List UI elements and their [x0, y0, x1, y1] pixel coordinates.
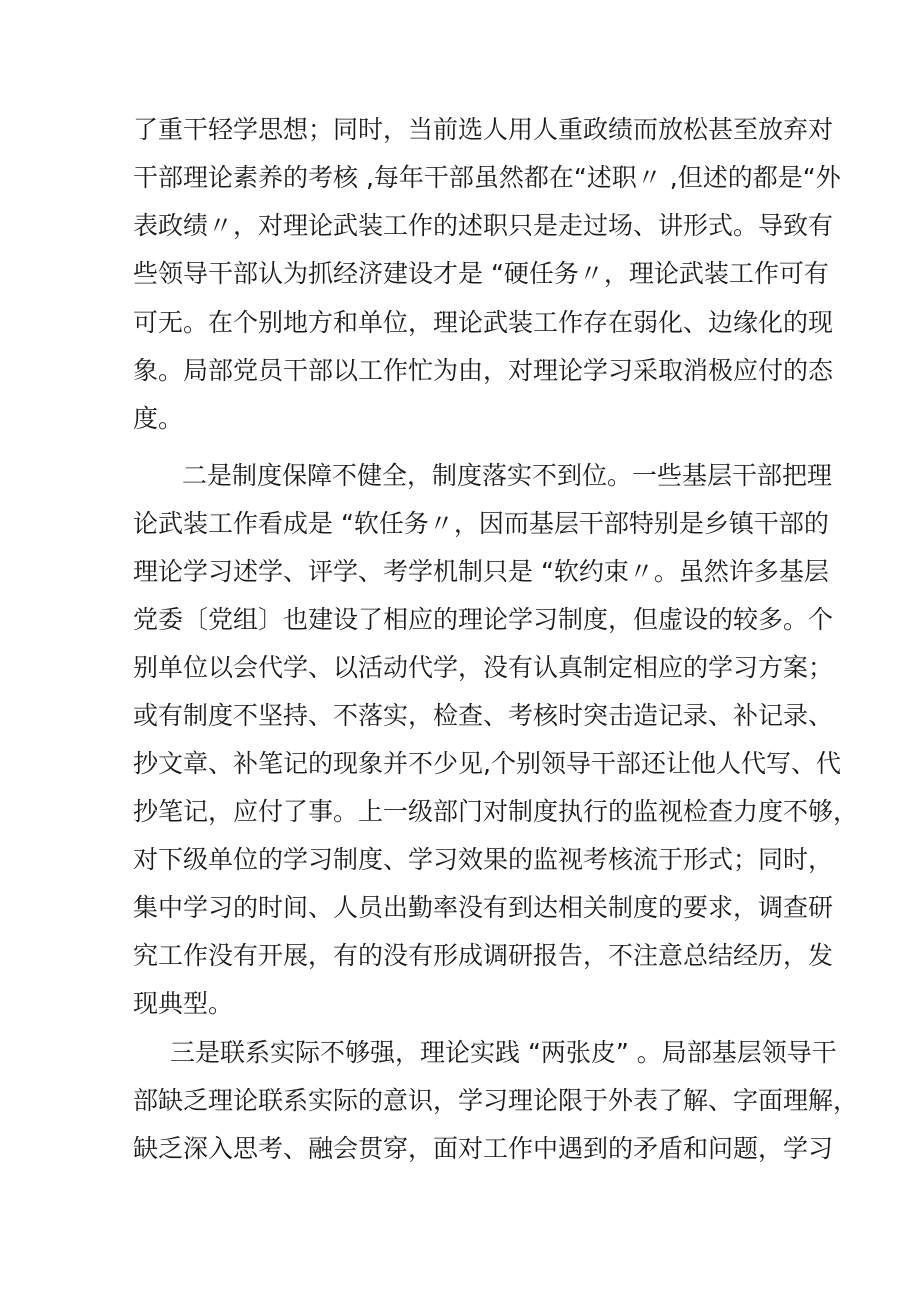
text-line: 现典型。: [133, 989, 234, 1018]
text-line: 象。局部党员干部以工作忙为由，对理论学习采取消极应付的态: [133, 356, 834, 385]
text-line: 对下级单位的学习制度、学习效果的监视考核流于形式；同时，: [133, 845, 834, 874]
text-line: 抄笔记，应付了事。上一级部门对制度执行的监视检查力度不够，: [133, 797, 859, 826]
text-line: 究工作没有开展，有的没有形成调研报告，不注意总结经历，发: [133, 941, 834, 970]
text-line: 缺乏深入思考、融会贯穿，面对工作中遇到的矛盾和问题，学习: [133, 1134, 834, 1163]
text-line: 党委〔党组〕也建设了相应的理论学习制度，但虚设的较多。个: [133, 605, 834, 634]
text-line: 表政绩〃，对理论武装工作的述职只是走过场、讲形式。导致有: [133, 211, 834, 240]
text-line: 别单位以会代学、以活动代学，没有认真制定相应的学习方案；: [133, 653, 834, 682]
text-line: 或有制度不坚持、不落实，检查、考核时突击造记录、补记录、: [133, 701, 834, 730]
text-line: 些领导干部认为抓经济建设才是 “硬任务〃，理论武装工作可有: [133, 259, 829, 288]
text-line: 度。: [133, 404, 184, 433]
text-line: 集中学习的时间、人员出勤率没有到达相关制度的要求，调查研: [133, 893, 834, 922]
text-line: 抄文章、补笔记的现象并不少见,个别领导干部还让他人代写、代: [133, 749, 841, 778]
text-line: 可无。在个别地方和单位，理论武装工作存在弱化、边缘化的现: [133, 308, 834, 337]
text-line: 干部理论素养的考核 ,每年干部虽然都在“述职〃 ,但述的都是“外: [133, 163, 841, 192]
text-line: 三是联系实际不够强，理论实践 “两张皮” 。局部基层领导干: [170, 1038, 837, 1067]
text-line: 论武装工作看成是 “软任务〃，因而基层干部特别是乡镇干部的: [133, 509, 829, 538]
text-line: 部缺乏理论联系实际的意识，学习理论限于外表了解、字面理解，: [133, 1086, 859, 1115]
text-line: 理论学习述学、评学、考学机制只是 “软约束〃。虽然许多基层: [133, 557, 829, 586]
text-line: 了重干轻学思想；同时，当前选人用人重政绩而放松甚至放弃对: [133, 115, 834, 144]
text-line: 二是制度保障不健全，制度落实不到位。一些基层干部把理: [182, 461, 833, 490]
